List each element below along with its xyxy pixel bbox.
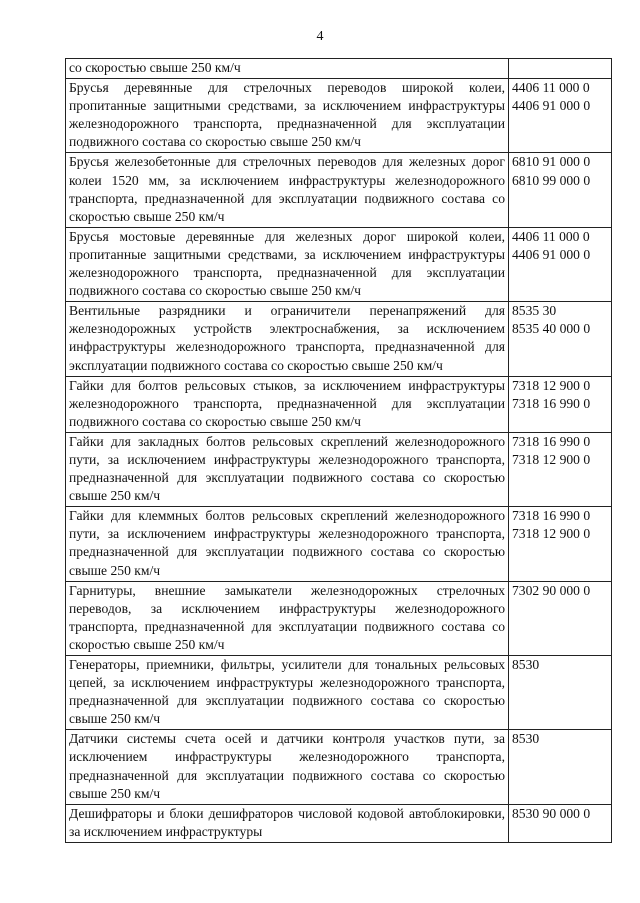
table-row	[66, 153, 612, 227]
tn-ved-code: 8535 40 000 0	[512, 321, 591, 337]
product-description: Вентильные разрядники и ограничители перенапряжений для железнодорожных устройств электроснабжения, за исключением инфраструктуры железнодорожного транспорта, предназначенной для эксплуатации подвижного состава со скоростью свыше 250 км/ч	[66, 302, 509, 376]
page-number: 4	[316, 29, 324, 44]
tn-ved-code: 4406 11 000 0	[512, 228, 590, 244]
tn-ved-codes-cell	[509, 804, 612, 842]
product-description: Гайки для болтов рельсовых стыков, за исключением инфраструктуры железнодорожного транспорта, предназначенной для эксплуатации подвижного состава со скоростью свыше 250 км/ч	[66, 376, 509, 432]
tn-ved-codes-cell	[509, 507, 612, 581]
tn-ved-code: 6810 99 000 0	[512, 172, 591, 188]
product-description: Гарнитуры, внешние замыкатели железнодорожных стрелочных переводов, за исключением инфраструктуры железнодорожного транспорта, предназначенной для эксплуатации подвижного состава со скоростью свыше 250 км/ч	[66, 581, 509, 655]
table-row	[66, 302, 612, 376]
tn-ved-code: 8530	[512, 731, 540, 747]
tn-ved-code: 7318 12 900 0	[512, 377, 591, 393]
tn-ved-codes-cell	[509, 79, 612, 153]
product-description: Брусья деревянные для стрелочных переводов широкой колеи, пропитанные защитными средствами, за исключением инфраструктуры железнодорожного транспорта, предназначенной для эксплуатации подвижного состава со скоростью свыше 250 км/ч	[66, 79, 509, 153]
table-row	[66, 656, 612, 730]
tn-ved-codes-cell	[509, 227, 612, 301]
product-description: Датчики системы счета осей и датчики контроля участков пути, за исключением инфраструктуры железнодорожного транспорта, предназначенной для эксплуатации подвижного состава со скоростью свыше 250 км/ч	[66, 730, 509, 804]
tn-ved-code: 6810 91 000 0	[512, 154, 591, 170]
product-description: Генераторы, приемники, фильтры, усилители для тональных рельсовых цепей, за исключением инфраструктуры железнодорожного транспорта, предназначенной для эксплуатации подвижного состава со скоростью свыше 250 км/ч	[66, 656, 509, 730]
tn-ved-codes-cell	[509, 730, 612, 804]
table-row	[66, 581, 612, 655]
tn-ved-codes-cell	[509, 59, 612, 79]
tn-ved-codes-cell	[509, 581, 612, 655]
table-row	[66, 59, 612, 79]
table-row	[66, 227, 612, 301]
product-description: Брусья мостовые деревянные для железных дорог широкой колеи, пропитанные защитными средствами, за исключением инфраструктуры железнодорожного транспорта, предназначенной для эксплуатации подвижного состава со скоростью свыше 250 км/ч	[66, 227, 509, 301]
tn-ved-code: 8530 90 000 0	[512, 805, 591, 821]
tn-ved-code: 4406 11 000 0	[512, 80, 590, 96]
product-description: Гайки для клеммных болтов рельсовых скреплений железнодорожного пути, за исключением инфраструктуры железнодорожного транспорта, предназначенной для эксплуатации подвижного состава со скоростью свыше 250 км/ч	[66, 507, 509, 581]
tn-ved-code: 8530	[512, 657, 540, 672]
tn-ved-code: 4406 91 000 0	[512, 246, 591, 262]
tn-ved-code: 7318 16 990 0	[512, 508, 591, 524]
table-row	[66, 804, 612, 842]
product-description: Брусья железобетонные для стрелочных переводов для железных дорог колеи 1520 мм, за исключением инфраструктуры железнодорожного транспорта, предназначенной для эксплуатации подвижного состава со скоростью свыше 250 км/ч	[66, 153, 509, 227]
tn-ved-code: 7318 12 900 0	[512, 451, 591, 467]
goods-codes-table	[65, 58, 612, 843]
product-description: со скоростью свыше 250 км/ч	[66, 59, 509, 79]
tn-ved-code: 4406 91 000 0	[512, 98, 591, 114]
tn-ved-code: 7318 16 990 0	[512, 433, 591, 449]
tn-ved-code: 8535 30	[512, 303, 557, 319]
tn-ved-codes-cell	[509, 376, 612, 432]
table-row	[66, 507, 612, 581]
table-row	[66, 79, 612, 153]
table-body	[66, 59, 612, 843]
table-row	[66, 730, 612, 804]
tn-ved-codes-cell	[509, 153, 612, 227]
tn-ved-codes-cell	[509, 302, 612, 376]
tn-ved-code: 7318 16 990 0	[512, 395, 591, 411]
tn-ved-codes-cell	[509, 432, 612, 506]
tn-ved-codes-cell	[509, 656, 612, 730]
table-row	[66, 432, 612, 506]
tn-ved-code: 7302 90 000 0	[512, 582, 591, 598]
product-description: Дешифраторы и блоки дешифраторов числовой кодовой автоблокировки, за исключением инфраструктуры	[66, 804, 509, 842]
table-row	[66, 376, 612, 432]
product-description: Гайки для закладных болтов рельсовых скреплений железнодорожного пути, за исключением инфраструктуры железнодорожного транспорта, предназначенной для эксплуатации подвижного состава со скоростью свыше 250 км/ч	[66, 432, 509, 506]
tn-ved-code: 7318 12 900 0	[512, 526, 591, 542]
